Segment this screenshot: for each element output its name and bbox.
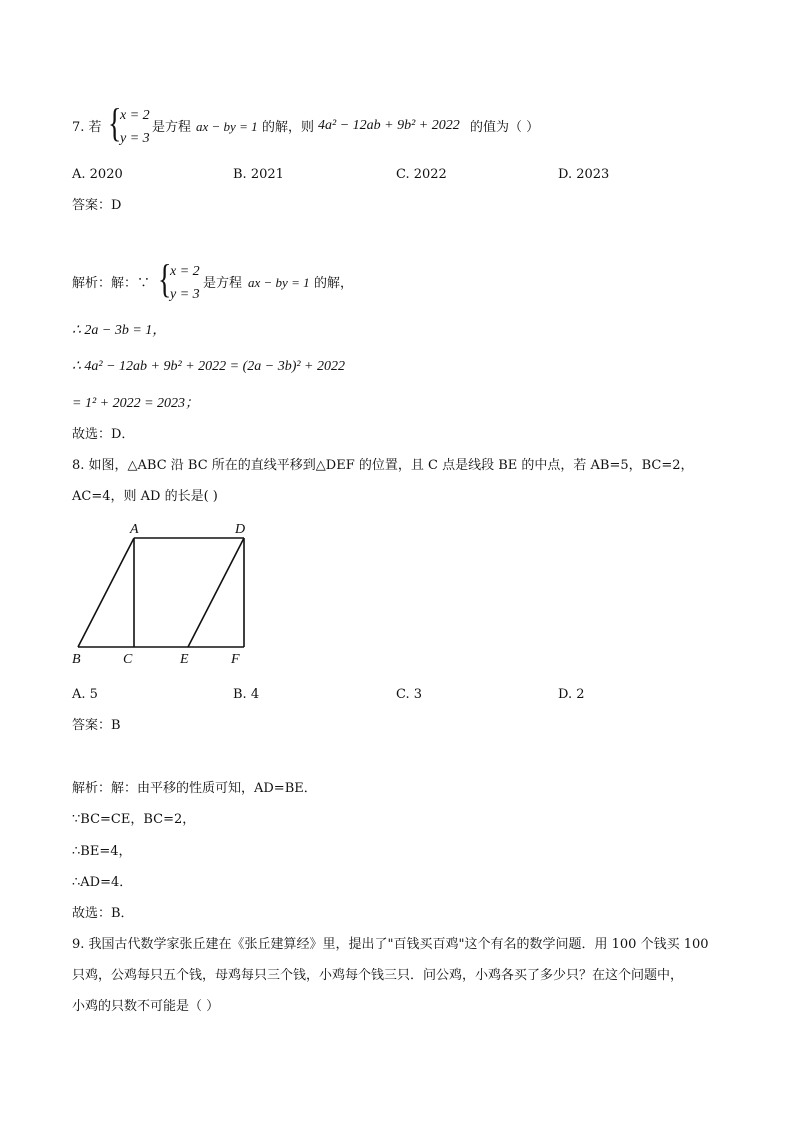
q7-prefix: 7. 若 — [72, 120, 102, 135]
q8-option-b: B. 4 — [233, 687, 260, 702]
q8-analysis-1: 解析：解：由平移的性质可知，AD=BE． — [72, 781, 317, 796]
q8-option-c: C. 3 — [396, 687, 423, 702]
q8-answer: 答案：B — [72, 718, 121, 733]
q8-analysis-4: ∴AD=4． — [72, 875, 133, 890]
label-d: D — [235, 522, 246, 537]
q7-system-line-2: y = 3 — [120, 131, 150, 146]
left-brace-icon: { — [108, 100, 122, 145]
q8-option-d: D. 2 — [558, 687, 585, 702]
label-a: A — [130, 522, 139, 537]
label-f: F — [231, 652, 240, 667]
q8-line-2: AC=4，则 AD 的长是( ) — [72, 489, 218, 504]
translation-diagram — [70, 518, 260, 668]
label-b: B — [72, 652, 81, 667]
q7-suffix: 的值为（ ） — [470, 120, 540, 135]
q7-step-3: = 1² + 2022 = 2023； — [72, 396, 200, 411]
q7-analysis-prefix: 解析：解：∵ — [72, 276, 151, 291]
q8-figure — [70, 518, 260, 668]
segment-ab — [78, 538, 134, 647]
segment-de — [188, 538, 244, 647]
q9-line-3: 小鸡的只数不可能是（ ） — [72, 999, 220, 1014]
q7-option-c: C. 2022 — [396, 167, 447, 182]
q7-system-line-1: x = 2 — [120, 108, 150, 123]
q7-step-2: ∴ 4a² − 12ab + 9b² + 2022 = (2a − 3b)² + 2022 — [72, 359, 346, 374]
q7-analysis-mid: 是方程 — [203, 276, 243, 291]
q7-analysis-suffix: 的解， — [314, 276, 354, 291]
q9-line-1: 9. 我国古代数学家张丘建在《张丘建算经》里，提出了"百钱买百鸡"这个有名的数学问题．用 100 个钱买 100 — [72, 937, 709, 952]
q7-step-1: ∴ 2a − 3b = 1， — [72, 323, 167, 338]
q8-analysis-3: ∴BE=4， — [72, 844, 132, 859]
q7-option-a: A. 2020 — [72, 167, 123, 182]
q8-line-1: 8. 如图，△ABC 沿 BC 所在的直线平移到△DEF 的位置，且 C 点是线段 BE 的中点，若 AB=5，BC=2， — [72, 458, 694, 473]
q7-choose: 故选：D． — [72, 427, 135, 442]
q7-option-b: B. 2021 — [233, 167, 284, 182]
q7-analysis-system-line-1: x = 2 — [170, 264, 200, 279]
q9-line-2: 只鸡，公鸡每只五个钱，母鸡每只三个钱，小鸡每个钱三只．问公鸡，小鸡各买了多少只？在这个问题中， — [72, 968, 684, 983]
label-c: C — [123, 652, 133, 667]
q7-text-mid: 是方程 — [152, 120, 192, 135]
q8-choose: 故选：B． — [72, 906, 134, 921]
q7-analysis-system-line-2: y = 3 — [170, 287, 200, 302]
left-brace-icon: { — [158, 256, 172, 301]
q8-analysis-2: ∵BC=CE，BC=2， — [72, 812, 196, 827]
q7-expression: 4a² − 12ab + 9b² + 2022 — [318, 118, 460, 133]
q7-equation: ax − by = 1 — [196, 119, 258, 134]
q7-answer: 答案：D — [72, 198, 122, 213]
q7-option-d: D. 2023 — [558, 167, 610, 182]
q7-text-mid2: 的解，则 — [262, 120, 315, 135]
label-e: E — [180, 652, 189, 667]
q8-option-a: A. 5 — [72, 687, 98, 702]
q7-analysis-equation: ax − by = 1 — [248, 275, 310, 290]
